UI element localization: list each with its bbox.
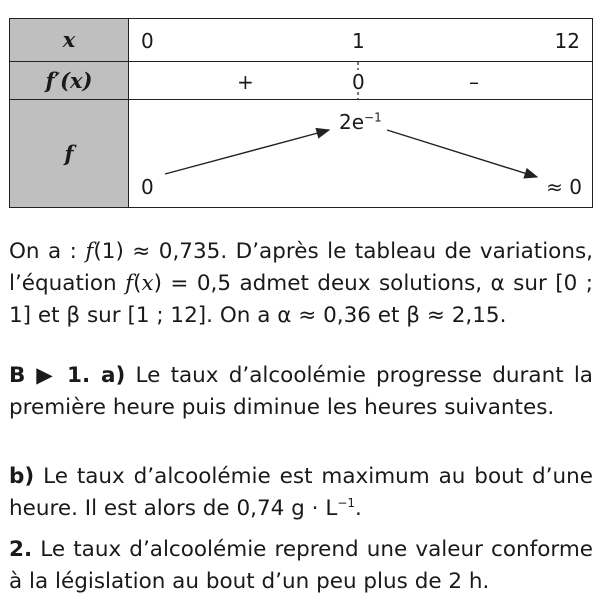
f-header: f — [10, 100, 129, 208]
x-values-cell — [129, 19, 593, 62]
x-header: x — [10, 19, 129, 62]
fprime-sign-plus: + — [237, 69, 254, 94]
increasing-arrow — [165, 130, 329, 174]
x-value-1: 1 — [352, 29, 365, 53]
paragraph-2: 2. Le taux d’alcoolémie reprend une valeur conforme à la législation au bout d’un peu plus de 2 h. — [9, 537, 593, 594]
f-end-value: ≈ 0 — [546, 175, 582, 199]
label-b: b) — [9, 464, 35, 489]
variation-arrows — [129, 100, 595, 206]
zero-dashed-line — [129, 62, 595, 100]
fprime-sign-zero: 0 — [352, 69, 365, 94]
paragraph-b: b) Le taux d’alcoolémie est maximum au bout d’une heure. Il est alors de 0,74 $g \cdot L^{-1}$. — [9, 464, 593, 521]
f-variations-cell — [129, 100, 593, 208]
decreasing-arrow — [387, 130, 537, 177]
x-value-12: 12 — [554, 29, 580, 53]
paragraph-solutions: On a : f(1) ≈ 0,735. D’après le tableau de variations, l’équation f(x) = 0,5 admet deux solutions, α sur [0 ; 1] et β sur [1 ; 12]. On a α ≈ 0,36 et β ≈ 2,15. — [9, 239, 593, 328]
label-b1a: B ▶ 1. a) — [9, 363, 126, 388]
fprime-header: f′(x) — [10, 61, 129, 100]
label-2: 2. — [9, 537, 33, 562]
x-value-0: 0 — [141, 29, 154, 53]
paragraph-b1a: B ▶ 1. a) Le taux d’alcoolémie progresse durant la première heure puis diminue les heures suivantes. — [9, 363, 593, 420]
f-start-value: 0 — [141, 175, 154, 199]
f-max-value: $2e^{-1}$ — [339, 110, 382, 135]
variation-table — [9, 18, 593, 208]
fprime-sign-minus: – — [469, 69, 479, 94]
fprime-signs-cell — [129, 61, 593, 100]
